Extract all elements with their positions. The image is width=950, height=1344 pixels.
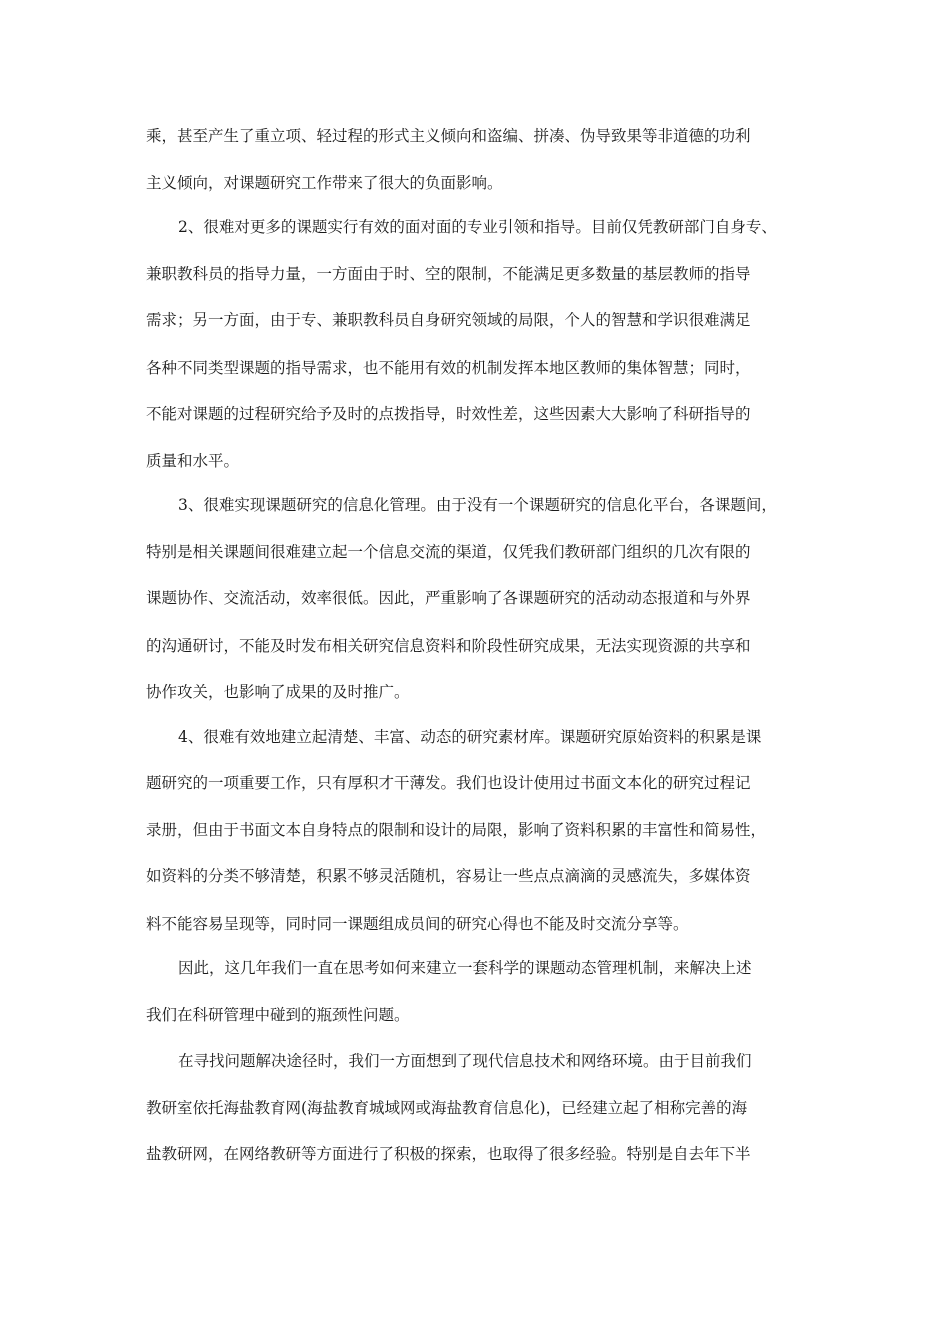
text-line: 录册，但由于书面文本自身特点的限制和设计的局限，影响了资料积累的丰富性和简易性， — [146, 821, 767, 839]
text-line: 我们在科研管理中碰到的瓶颈性问题。 — [146, 1006, 410, 1024]
paragraph-5-start: 因此，这几年我们一直在思考如何来建立一套科学的课题动态管理机制，来解决上述 — [178, 959, 752, 977]
paragraph-3-start: 3、很难实现课题研究的信息化管理。由于没有一个课题研究的信息化平台，各课题间， — [178, 496, 777, 514]
text-line: 盐教研网，在网络教研等方面进行了积极的探索，也取得了很多经验。特别是自去年下半 — [146, 1145, 751, 1163]
paragraph-4-start: 4、很难有效地建立起清楚、丰富、动态的研究素材库。课题研究原始资料的积累是课 — [178, 728, 762, 746]
text-line: 乘，甚至产生了重立项、轻过程的形式主义倾向和盗编、拼凑、伪导致果等非道德的功利 — [146, 127, 751, 145]
text-line: 题研究的一项重要工作，只有厚积才干薄发。我们也设计使用过书面文本化的研究过程记 — [146, 774, 751, 792]
paragraph-6-start: 在寻找问题解决途径时，我们一方面想到了现代信息技术和网络环境。由于目前我们 — [178, 1052, 752, 1070]
text-line: 如资料的分类不够清楚，积累不够灵活随机，容易让一些点点滴滴的灵感流失，多媒体资 — [146, 867, 751, 885]
text-line: 协作攻关，也影响了成果的及时推广。 — [146, 683, 410, 701]
text-line: 不能对课题的过程研究给予及时的点拨指导，时效性差，这些因素大大影响了科研指导的 — [146, 405, 751, 423]
text-line: 料不能容易呈现等，同时同一课题组成员间的研究心得也不能及时交流分享等。 — [146, 915, 689, 933]
text-line: 课题协作、交流活动，效率很低。因此，严重影响了各课题研究的活动动态报道和与外界 — [146, 589, 751, 607]
text-line: 需求；另一方面，由于专、兼职教科员自身研究领域的局限，个人的智慧和学识很难满足 — [146, 311, 751, 329]
text-line: 特别是相关课题间很难建立起一个信息交流的渠道，仅凭我们教研部门组织的几次有限的 — [146, 543, 751, 561]
text-line: 的沟通研讨，不能及时发布相关研究信息资料和阶段性研究成果，无法实现资源的共享和 — [146, 637, 751, 655]
paragraph-2-start: 2、很难对更多的课题实行有效的面对面的专业引领和指导。目前仅凭教研部门自身专、 — [178, 218, 777, 236]
text-line: 兼职教科员的指导力量，一方面由于时、空的限制，不能满足更多数量的基层教师的指导 — [146, 265, 751, 283]
text-line: 质量和水平。 — [146, 452, 240, 470]
text-line: 各种不同类型课题的指导需求，也不能用有效的机制发挥本地区教师的集体智慧；同时， — [146, 359, 751, 377]
text-line: 教研室依托海盐教育网(海盐教育城域网或海盐教育信息化)，已经建立起了相称完善的海 — [146, 1099, 748, 1117]
text-line: 主义倾向，对课题研究工作带来了很大的负面影响。 — [146, 174, 503, 192]
